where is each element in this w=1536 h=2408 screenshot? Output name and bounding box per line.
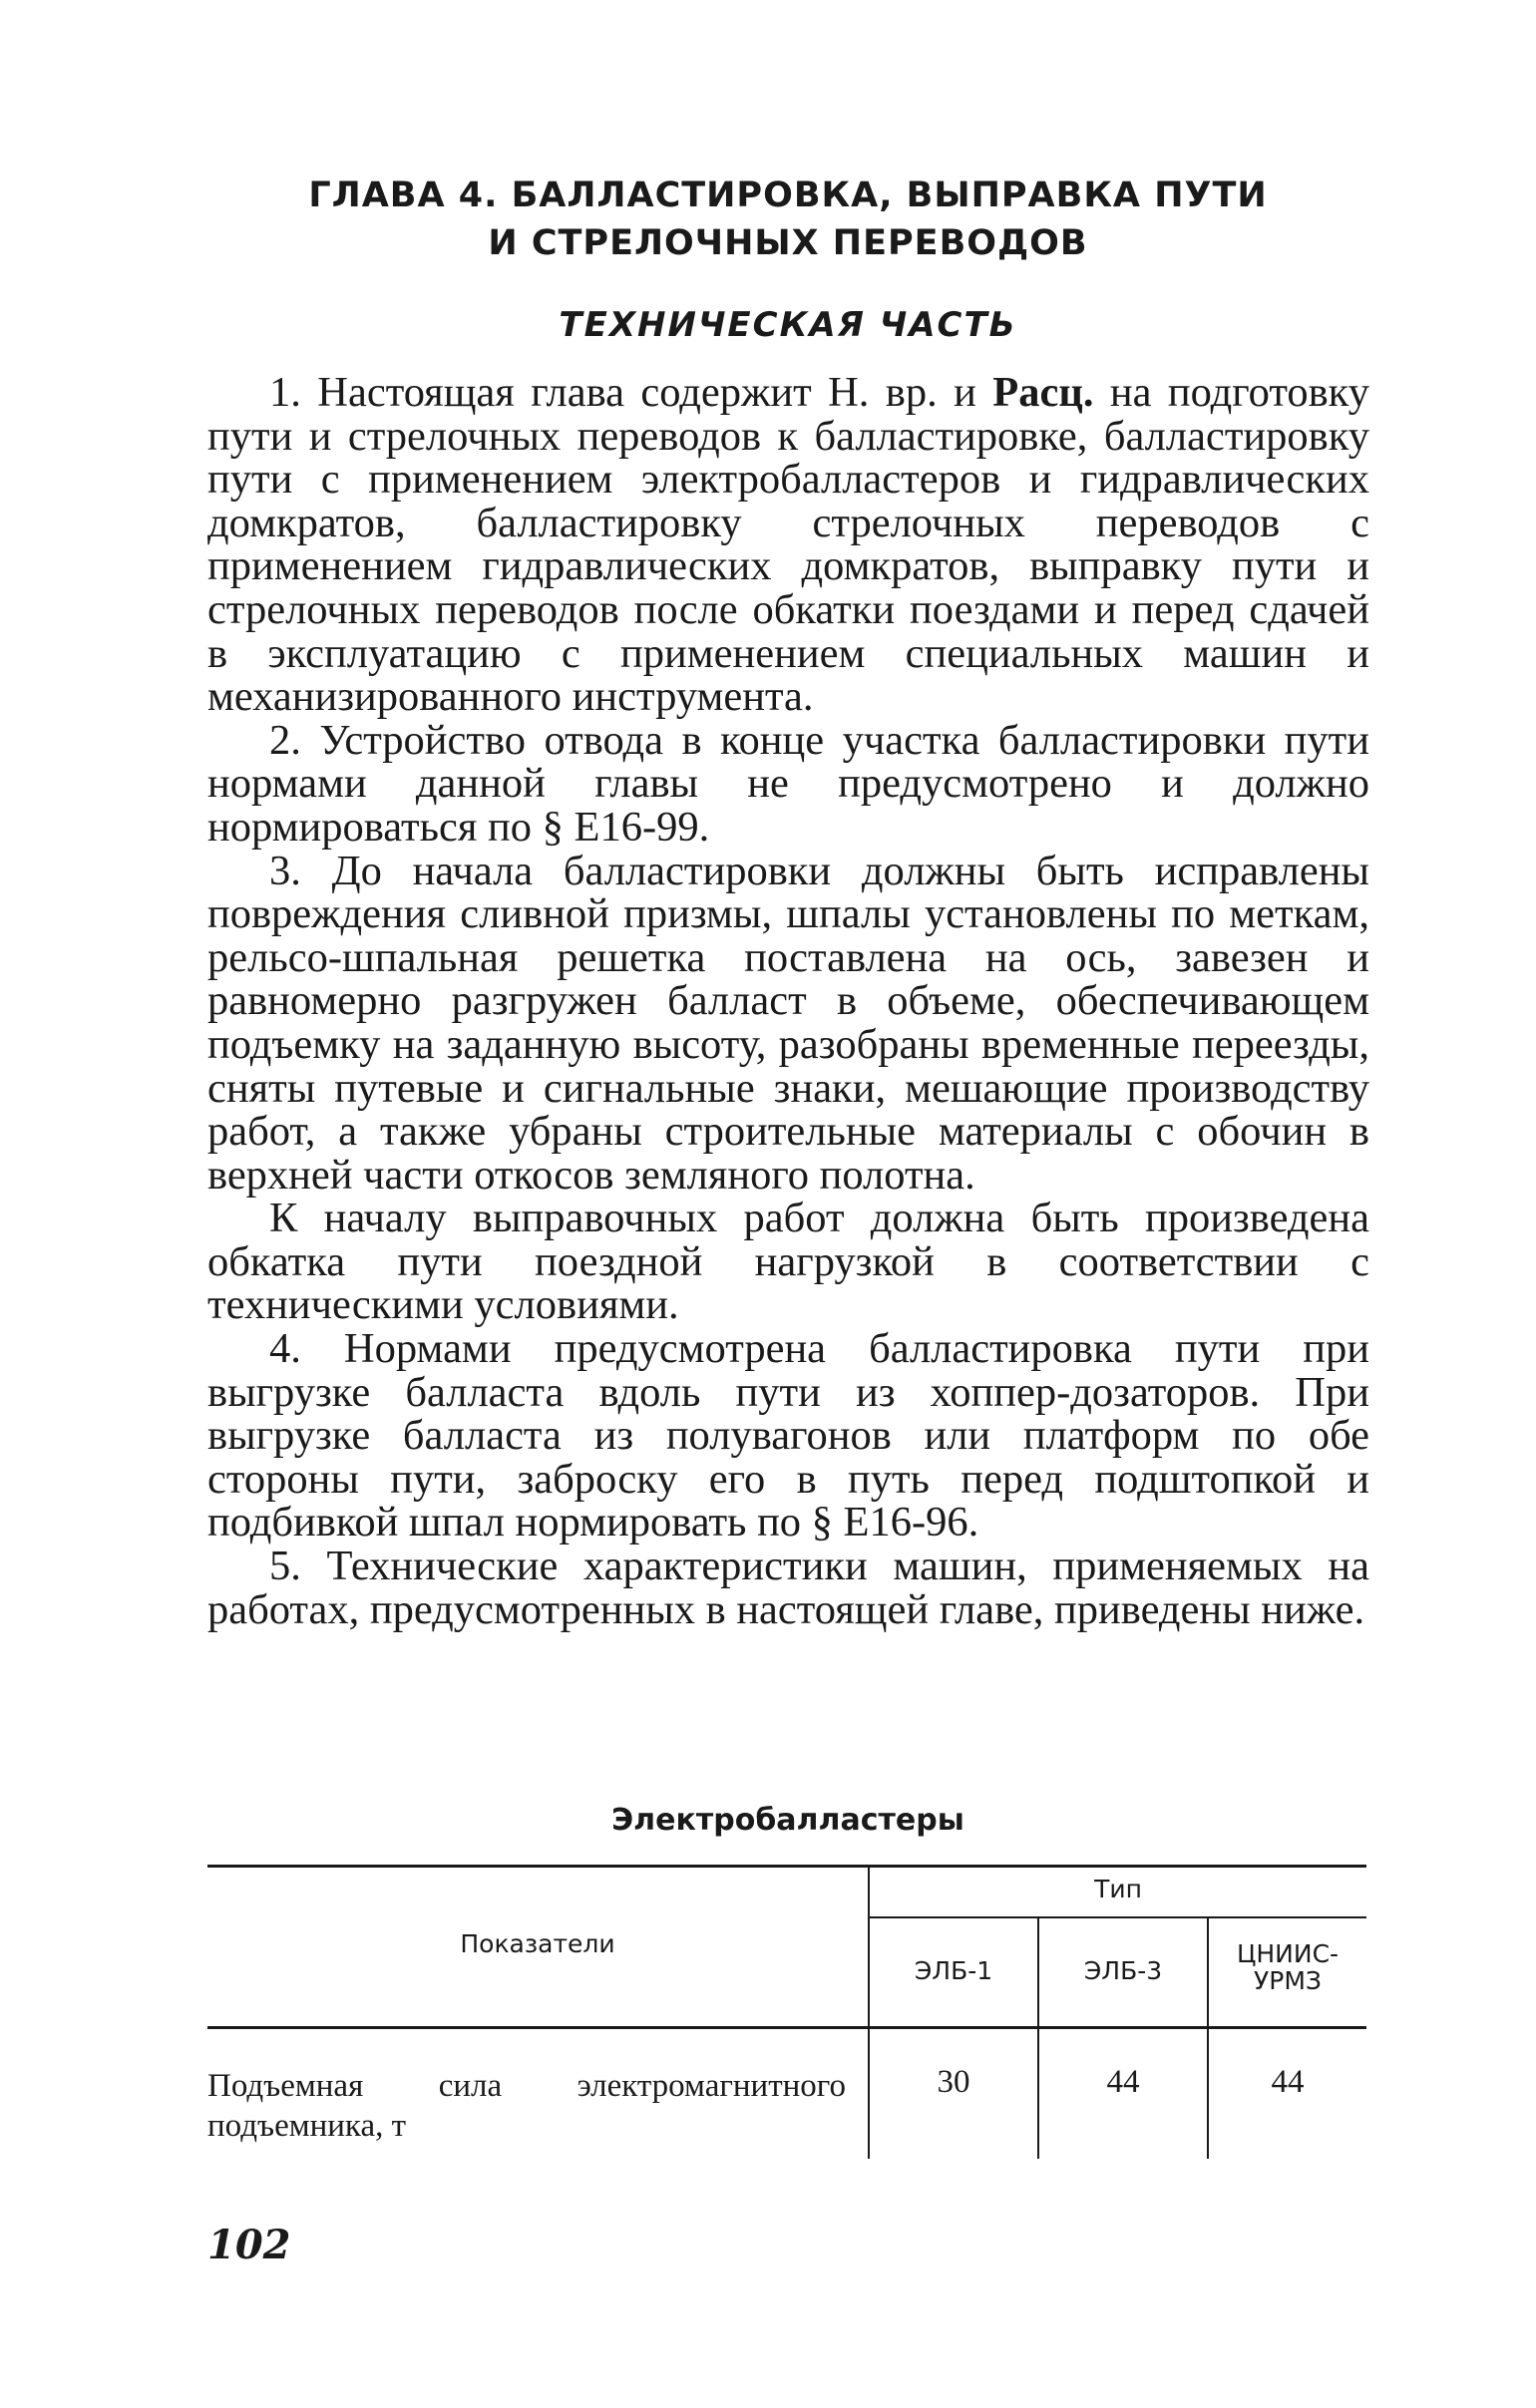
section-title: ТЕХНИЧЕСКАЯ ЧАСТЬ bbox=[559, 305, 1017, 345]
paragraph-1-rest: на подготовку пути и стрелочных переводов к балластировке, балластировку пути с применением электробалластеров и гидравлических домкратов, балластировку стрелочных переводов с применением гидравлических домкратов, выправку пути и стрелочных переводов после обкатки поездами и перед сдачей в эксплуатацию с применением специальных машин и механизированного инструмента. bbox=[207, 369, 1369, 721]
row-label: Подъемная сила электромагнитного подъемника, т bbox=[207, 2068, 846, 2144]
paragraph-5: 5. Технические характеристики машин, применяемых на работах, предусмотренных в настоящей главе, приведены ниже. bbox=[207, 1543, 1369, 1633]
header-type-elb1: ЭЛБ-1 bbox=[914, 1956, 993, 1985]
paragraph-2: 2. Устройство отвода в конце участка балластировки пути нормами данной главы не предусмотрено и должно нормироваться по § Е16-99. bbox=[207, 716, 1369, 851]
paragraph-1 bbox=[207, 371, 1369, 719]
paragraph-3-continuation: К началу выправочных работ должна быть произведена обкатка пути поездной нагрузкой в соответствии с техническими условиями. bbox=[207, 1195, 1369, 1329]
cell-elb3: 44 bbox=[1106, 2064, 1140, 2100]
chapter-title-line1: ГЛАВА 4. БАЛЛАСТИРОВКА, ВЫПРАВКА ПУТИ bbox=[308, 175, 1268, 215]
table-header-rule bbox=[207, 2026, 1366, 2029]
cell-elb1: 30 bbox=[937, 2064, 970, 2100]
cell-tsniis: 44 bbox=[1271, 2064, 1305, 2100]
paragraph-1-start: 1. Настоящая глава содержит Н. вр. и bbox=[269, 369, 993, 416]
header-type: Тип bbox=[1094, 1875, 1142, 1903]
table-title: Электробалластеры bbox=[611, 1803, 964, 1838]
type-header-rule bbox=[868, 1916, 1366, 1918]
paragraph-4: 4. Нормами предусмотрена балластировка пути при выгрузке балласта вдоль пути из хоппер-дозаторов. При выгрузке балласта из полувагонов или платформ по обе стороны пути, заброску его в путь перед подштопкой и подбивкой шпал нормировать по § Е16-96. bbox=[207, 1325, 1369, 1547]
chapter-title bbox=[199, 172, 1376, 267]
header-type-elb3: ЭЛБ-3 bbox=[1083, 1956, 1163, 1985]
paragraph-1-bold: Расц. bbox=[992, 369, 1094, 416]
table-top-rule bbox=[207, 1865, 1366, 1868]
page-number: 102 bbox=[207, 2222, 291, 2268]
header-type-tsniis: ЦНИИС- УРМЗ bbox=[1236, 1939, 1340, 1995]
header-indicator: Показатели bbox=[460, 1929, 615, 1958]
chapter-title-line2: И СТРЕЛОЧНЫХ ПЕРЕВОДОВ bbox=[488, 223, 1088, 263]
col-divider-2 bbox=[1037, 1918, 1039, 2159]
paragraph-3: 3. До начала балластировки должны быть исправлены повреждения сливной призмы, шпалы установлены по меткам, рельсо-шпальная решетка поставлена на ось, завезен и равномерно разгружен балласт в объеме, обеспечивающем подъемку на заданную высоту, разобраны временные переезды, сняты путевые и сигнальные знаки, мешающие производству работ, а также убраны строительные материалы с обочин в верхней части откосов земляного полотна. bbox=[207, 847, 1369, 1199]
col-divider-1 bbox=[868, 1865, 870, 2159]
body-text bbox=[207, 371, 1369, 1631]
